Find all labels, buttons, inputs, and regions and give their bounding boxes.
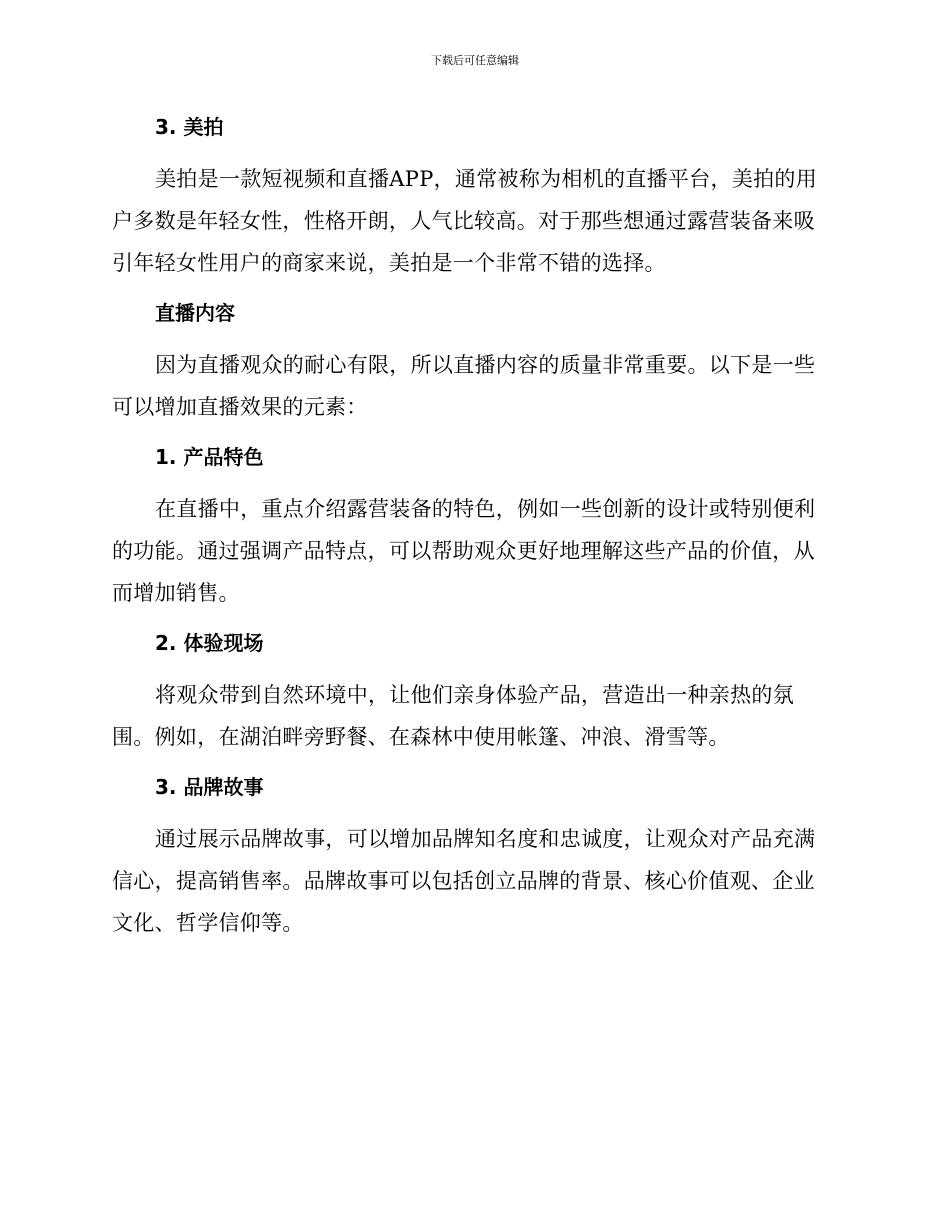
section-heading-brand-story: 3. 品牌故事 [155, 775, 264, 799]
section-heading-live-content: 直播内容 [155, 301, 235, 325]
section-heading-experience: 2. 体验现场 [155, 631, 264, 655]
section-paragraph-experience: 将观众带到自然环境中，让他们亲身体验产品，营造出一种亲热的氛围。例如，在湖泊畔旁野餐、在森林中使用帐篷、冲浪、滑雪等。 [112, 683, 794, 749]
section-heading-product-features: 1. 产品特色 [155, 445, 264, 469]
document-body [112, 108, 832, 944]
page-header: 下载后可任意编辑 [431, 54, 519, 67]
section-paragraph-brand-story: 通过展示品牌故事，可以增加品牌知名度和忠诚度，让观众对产品充满信心，提高销售率。品牌故事可以包括创立品牌的背景、核心价值观、企业文化、哲学信仰等。 [112, 827, 816, 935]
section-heading-meipai: 3. 美拍 [155, 115, 224, 139]
section-paragraph-meipai: 美拍是一款短视频和直播APP，通常被称为相机的直播平台，美拍的用户多数是年轻女性，性格开朗，人气比较高。对于那些想通过露营装备来吸引年轻女性用户的商家来说，美拍是一个非常不错的选择。 [112, 167, 818, 275]
section-paragraph-product-features: 在直播中，重点介绍露营装备的特色，例如一些创新的设计或特别便利的功能。通过强调产品特点，可以帮助观众更好地理解这些产品的价值，从而增加销售。 [112, 497, 816, 605]
section-paragraph-live-content: 因为直播观众的耐心有限，所以直播内容的质量非常重要。以下是一些可以增加直播效果的元素： [112, 353, 816, 419]
